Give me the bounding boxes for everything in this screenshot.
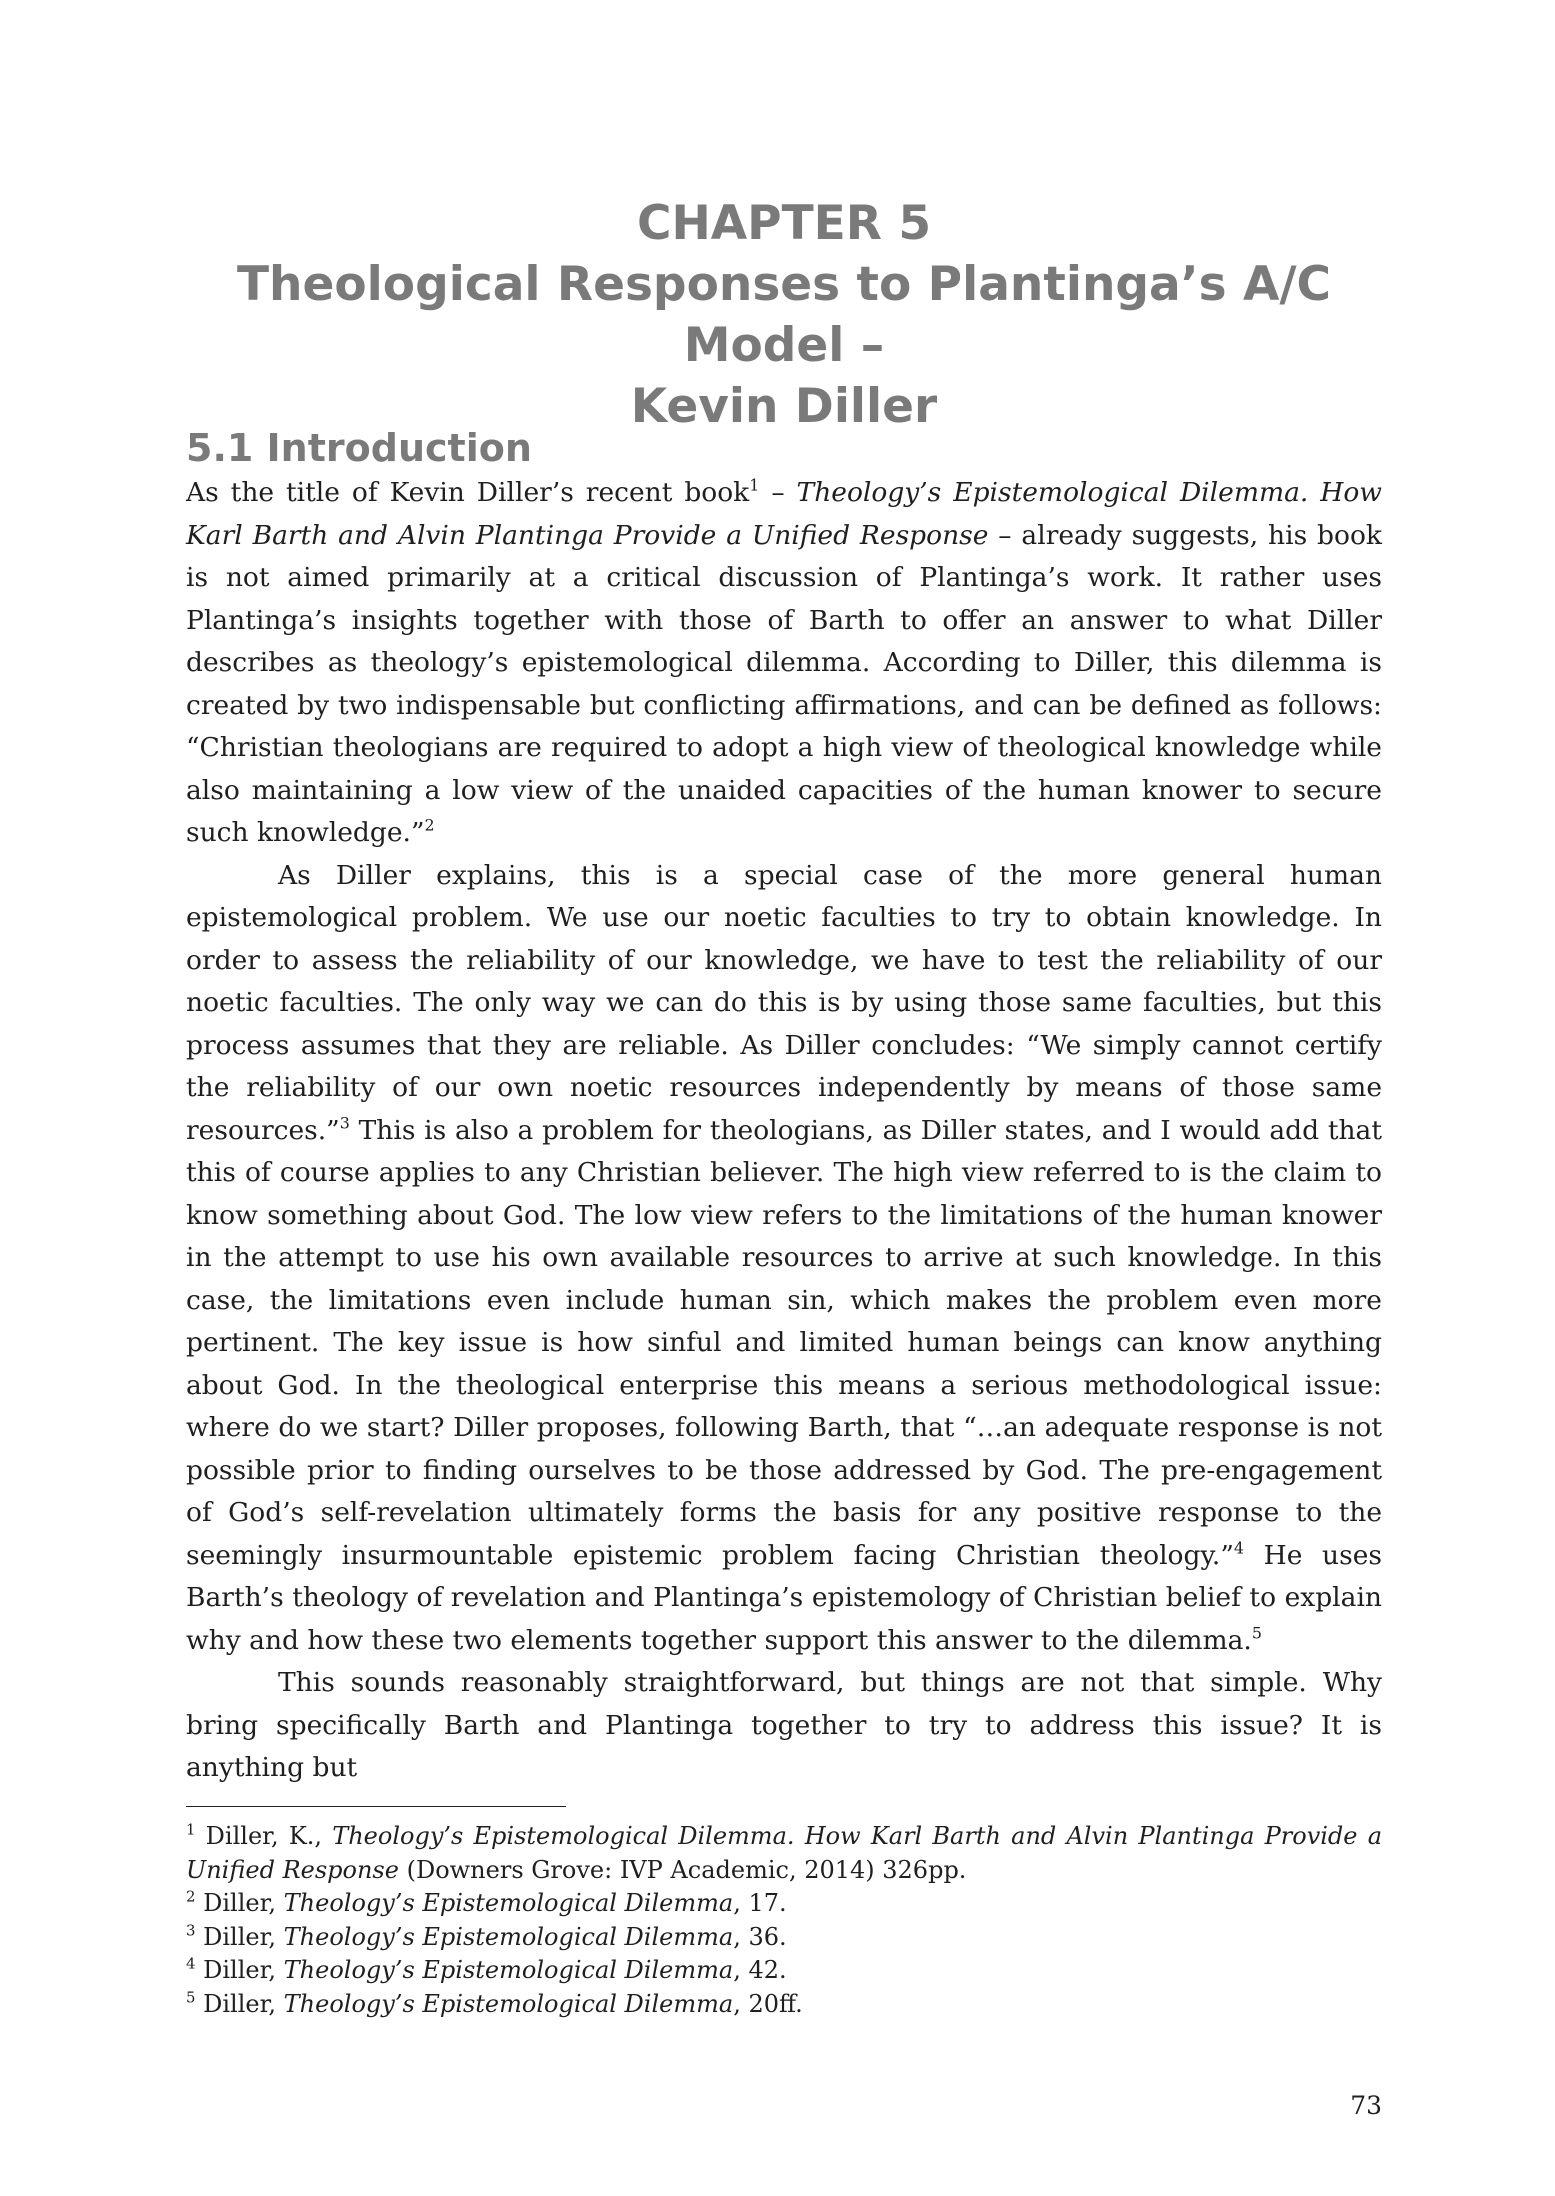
footnote-3-text-a: Diller, [195,1922,284,1951]
footnotes [186,1820,1382,2021]
paragraph-2-text-c: He uses Barth’s theology of revelation and Plantinga’s epistemology of Christian belief to explain why and how these two elements together support this answer to the dilemma. [186,1539,1382,1656]
paragraph-1-text-b: – already suggests, his book is not aimed primarily at a critical discussion of Plantinga’s work. It rather uses Plantinga’s insights together with those of Barth to offer an answer to what Diller describes as theology’s epistemological dilemma. According to Diller, this dilemma is created by two indispensable but conflicting affirmations, and can be defined as follows: “Christian theologians are required to adopt a high view of theological knowledge while also maintaining a low view of the unaided capacities of the human knower to secure such knowledge.” [186,519,1382,848]
footnote-divider [186,1806,566,1807]
footnote-4-title: Theology’s Epistemological Dilemma [283,1956,734,1984]
footnote-ref-5[interactable]: 5 [1251,1623,1262,1643]
paragraph-2-text-a: As Diller explains, this is a special case of the more general human epistemological problem. We use our noetic faculties to try to obtain knowledge. In order to assess the reliability of our knowledge, we have to test the reliability of our noetic faculties. The only way we can do this is by using those same faculties, but this process assumes that they are reliable. As Diller concludes: “We simply cannot certify the reliability of our own noetic resources independently by means of those same resources.” [186,859,1382,1146]
footnote-ref-4[interactable]: 4 [1233,1538,1245,1558]
book-title-italic: Theology’s Epistemological Dilemma. How Karl Barth and Alvin Plantinga Provide a Unified Response [186,477,1382,551]
paragraph-3 [186,1662,1382,1790]
footnote-2-title: Theology’s Epistemological Dilemma [283,1889,734,1917]
chapter-title-line-2: Kevin Diller [630,379,938,434]
paragraph-2 [186,855,1382,1663]
footnote-5-text-b: , 20ff. [733,1989,803,2018]
footnote-2-text-b: , 17. [733,1889,787,1917]
footnote-1-title: Theology’s Epistemological Dilemma. How Karl Barth and Alvin Plantinga Provide a Unified Response [186,1822,1383,1884]
footnote-1 [186,1820,1382,1887]
footnote-3-number: 3 [186,1920,196,1939]
footnote-5-number: 5 [186,1987,196,2006]
footnote-3-text-b: , 36. [733,1922,787,1951]
footnote-4-text-b: , 42. [733,1956,787,1984]
footnote-4-number: 4 [186,1954,196,1973]
footnote-4 [186,1954,1382,1988]
footnote-5-text-a: Diller, [195,1989,284,2018]
paragraph-1 [186,472,1382,855]
footnote-2 [186,1887,1382,1921]
footnote-ref-3[interactable]: 3 [339,1113,350,1133]
footnote-1-text-b: (Downers Grove: IVP Academic, 2014) 326pp. [398,1855,967,1884]
body-text [186,472,1382,1790]
paragraph-1-dash: – [759,477,797,508]
paragraph-2-text-b: This is also a problem for theologians, as Diller states, and I would add that this of course applies to any Christian believer. The high view referred to is the claim to know something about God. The low view refers to the limitations of the human knower in the attempt to use his own available resources to arrive at such knowledge. In this case, the limitations even include human sin, which makes the problem even more pertinent. The key issue is how sinful and limited human beings can know anything about God. In the theological enterprise this means a serious methodological issue: where do we start? Diller proposes, following Barth, that “…an adequate response is not possible prior to finding ourselves to be those addressed by God. The pre-engagement of God’s self-revelation ultimately forms the basis for any positive response to the seemingly insurmountable epistemic problem facing Christian theology.” [186,1114,1382,1571]
footnote-4-text-a: Diller, [195,1956,284,1984]
page-number: 73 [1350,2091,1382,2120]
chapter-title-line-1: Theological Responses to Plantinga’s A/C Model – [237,257,1331,373]
section-heading: 5.1 Introduction [186,426,532,470]
footnote-ref-1[interactable]: 1 [749,475,760,495]
footnote-1-text-a: Diller, K., [195,1822,333,1850]
footnote-2-text-a: Diller, [195,1889,284,1917]
chapter-label: CHAPTER 5 [636,196,932,251]
footnote-3-title: Theology’s Epistemological Dilemma [283,1922,734,1951]
paragraph-1-text-a: As the title of Kevin Diller’s recent book [186,477,750,508]
chapter-title-block [186,193,1382,437]
paragraph-3-text: This sounds reasonably straightforward, but things are not that simple. Why bring specifically Barth and Plantinga together to try to address this issue? It is anything but [186,1667,1382,1783]
footnote-3 [186,1921,1382,1955]
footnote-5-title: Theology’s Epistemological Dilemma [283,1989,734,2018]
footnote-2-number: 2 [186,1887,196,1906]
footnote-5 [186,1988,1382,2022]
footnote-ref-2[interactable]: 2 [424,815,435,835]
footnote-1-number: 1 [186,1820,196,1839]
